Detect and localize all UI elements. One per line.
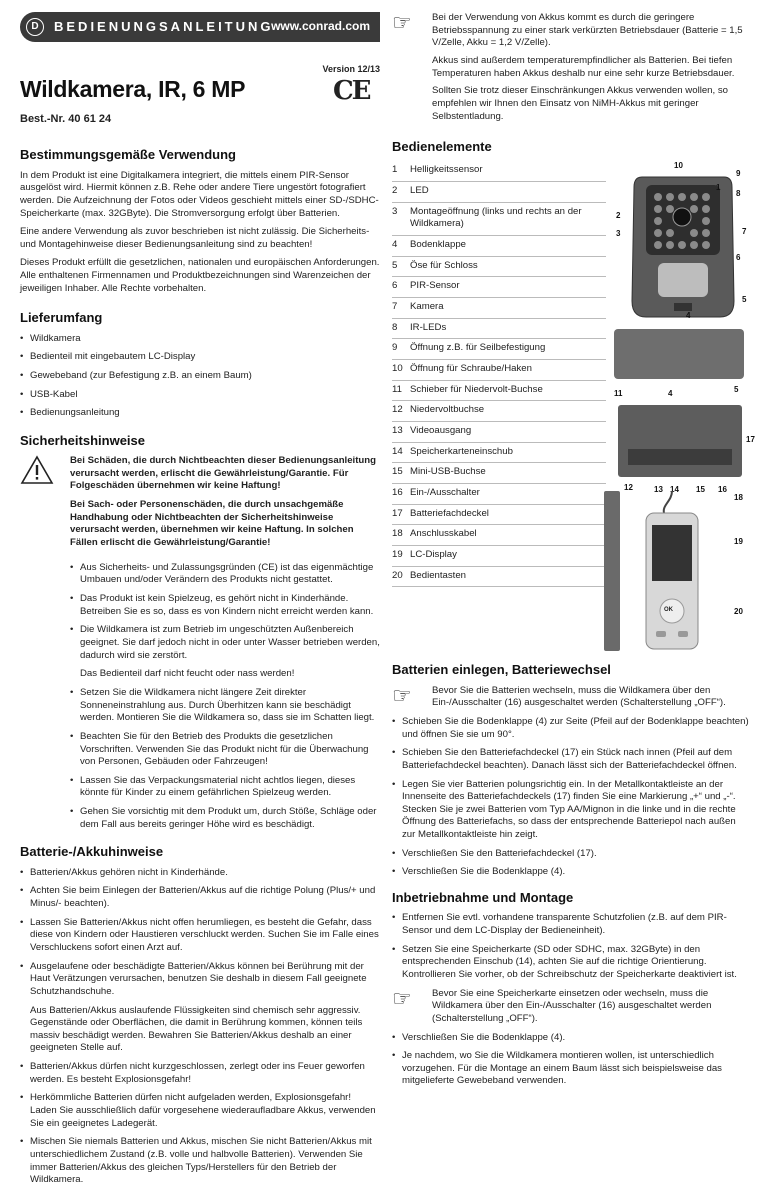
table-row (392, 298, 606, 319)
insert-note (392, 682, 750, 710)
accu-note-paragraph-3: Sollten Sie trotz dieser Einschränkungen Akkus verwenden wollen, so empfehlen wir Ihnen den Einsatz von NiMH-Akkus mit geringer Selbstentladung. (432, 85, 728, 122)
setup-note-text: Bevor Sie eine Speicherkarte einsetzen oder wechseln, muss die Wildkamera über den Ein-/Ausschalter (16) ausgeschaltet werden (Schalterstellung „OFF“). (432, 987, 712, 1024)
list-item: • Bedienungsanleitung (20, 407, 380, 420)
table-row (392, 339, 606, 360)
list-item: • Verschließen Sie die Bodenklappe (4). (392, 866, 750, 879)
callout-label: 20 (734, 607, 743, 617)
camera-side-image (604, 491, 620, 651)
table-row (392, 318, 606, 339)
control-number: 1 (392, 161, 410, 181)
scope-heading: Lieferumfang (20, 310, 103, 326)
control-number: 18 (392, 525, 410, 546)
table-row (392, 545, 606, 566)
order-number: Best.-Nr. 40 61 24 (20, 112, 112, 125)
use-paragraph-2: Eine andere Verwendung als zuvor beschrieben ist nicht zulässig. Die Sicherheits- und Montagehinweise dieser Bedienungsanleitung sind zu beachten! (20, 226, 370, 250)
control-number: 8 (392, 318, 410, 339)
accu-note-text (432, 12, 750, 128)
safety-warning (20, 455, 380, 556)
control-label: Öffnung für Schraube/Haken (410, 359, 606, 380)
callout-label: 16 (718, 485, 727, 495)
control-number: 7 (392, 298, 410, 319)
language-badge: D (26, 18, 44, 36)
callout-label: 10 (674, 161, 683, 171)
callout-label: 8 (736, 189, 741, 199)
version-block (322, 64, 380, 104)
control-label: Bodenklappe (410, 236, 606, 257)
list-item: • Gehen Sie vorsichtig mit dem Produkt um, durch Stöße, Schläge oder dem Fall aus bereits geringer Höhe wird es beschädigt. (70, 806, 380, 831)
list-item: • USB-Kabel (20, 389, 380, 402)
list-item: • Die Wildkamera ist zum Betrieb im ungeschützten Außenbereich geeignet. Sie darf jedoch nicht in oder unter Wasser betrieben werden, dadurch wird sie zerstört. (70, 624, 380, 662)
list-item: • Legen Sie vier Batterien polungsrichtig ein. In der Metallkontaktleiste an der Innenseite des Batteriefachdeckels (17) finden Sie eine Markierung „+“ und „-“. Stecken Sie je zwei Batterien vom Typ AA/Mignon in die linke und in die rechte Öffnung des Batteriefachs, so dass der entsprechende Batteriepol nach außen zur Metallkontaktleiste hin zeigt. (392, 779, 750, 842)
callout-label: 9 (736, 169, 741, 179)
version-label: Version 12/13 (322, 64, 380, 74)
insert-note-text: Bevor Sie die Batterien wechseln, muss die Wildkamera über den Ein-/Ausschalter (16) ausgeschaltet werden (Schalterstellung „OFF“). (432, 684, 726, 709)
safety-list (70, 562, 380, 832)
list-item: • Verschließen Sie die Bodenklappe (4). (392, 1032, 750, 1045)
control-number: 4 (392, 236, 410, 257)
use-paragraph-1: In dem Produkt ist eine Digitalkamera integriert, die mittels einem PIR-Sensor ausgelöst wird. Hiermit können z.B. Rehe oder andere Tiere ungestört fotografiert werden. Die Aufzeichnung der Fotos oder Videos geschieht mittels einer SD-/SDHC-Speicherkarte (max. 32GByte). Die Stromversorgung erfolgt über Batterien. (20, 169, 379, 219)
control-label: Anschlusskabel (410, 525, 606, 546)
list-item: • Schieben Sie den Batteriefachdeckel (17) ein Stück nach innen (Pfeil auf dem Batteriefachdeckel beachten). Danach lässt sich der Batteriefachdeckel öffnen. (392, 747, 750, 772)
control-number: 16 (392, 483, 410, 504)
list-item: • Entfernen Sie evtl. vorhandene transparente Schutzfolien (z.B. auf dem PIR-Sensor und dem LC-Display der Bedieneinheit). (392, 912, 750, 937)
list-item: • Mischen Sie niemals Batterien und Akkus, mischen Sie nicht Batterien/Akkus mit unterschiedlichem Zustand (z.B. volle und halbvolle Batterien). Verwenden Sie immer Batterien/Akkus des gleichen Typs/Herstellers für den Betrieb der Wildkamera. (20, 1136, 380, 1187)
list-item: • Ausgelaufene oder beschädigte Batterien/Akkus können bei Berührung mit der Haut Verätzungen verursachen, benutzen Sie deshalb in diesem Fall geeignete Schutzhandschuhe. (20, 961, 380, 999)
warning-text (70, 455, 380, 556)
callout-label: 13 (654, 485, 663, 495)
table-row (392, 359, 606, 380)
callout-label: 18 (734, 493, 743, 503)
control-label: IR-LEDs (410, 318, 606, 339)
control-label: LC-Display (410, 545, 606, 566)
control-number: 3 (392, 202, 410, 235)
callout-label: 5 (734, 385, 739, 395)
controls-heading: Bedienelemente (392, 139, 492, 155)
table-row (392, 277, 606, 298)
ok-key-label: OK (664, 607, 673, 614)
use-paragraph-3: Dieses Produkt erfüllt die gesetzlichen, nationalen und europäischen Anforderungen. Alle enthaltenen Firmennamen und Produktbezeichnungen sind Warenzeichen der jeweiligen Inhaber. Alle Rechte vorbehalten. (20, 257, 380, 294)
scope-list (20, 333, 380, 420)
callout-label: 3 (616, 229, 621, 239)
list-item: • Wildkamera (20, 333, 380, 346)
control-number: 14 (392, 442, 410, 463)
control-number: 20 (392, 566, 410, 587)
control-label: Öse für Schloss (410, 256, 606, 277)
accu-note (392, 12, 750, 128)
list-item: • Je nachdem, wo Sie die Wildkamera montieren wollen, ist unterschiedlich vorzugehen. Für die Montage an einem Baum lässt sich beispielsweise das mitgelieferte Gewebeband verwenden. (392, 1050, 750, 1088)
control-label: Videoausgang (410, 421, 606, 442)
compartment-image (618, 405, 742, 477)
ports-strip (628, 449, 732, 465)
pointing-hand-icon: ☞ (392, 10, 412, 35)
list-item: • Herkömmliche Batterien dürfen nicht aufgeladen werden, Explosionsgefahr! Laden Sie ausschließlich dafür vorgesehene wiederaufladbare Akkus, verwenden Sie ein geeignetes Ladegerät. (20, 1092, 380, 1130)
setup-heading: Inbetriebnahme und Montage (392, 890, 574, 906)
header-bar (20, 12, 380, 42)
bottom-view-image (614, 329, 744, 379)
callout-label: 12 (624, 483, 633, 493)
warning-paragraph-1: Bei Schäden, die durch Nichtbeachten dieser Bedienungsanleitung verursacht werden, erlischt die Gewährleistung/Garantie. Für Folgeschäden übernehmen wir keine Haftung! (70, 455, 376, 492)
use-heading: Bestimmungsgemäße Verwendung (20, 147, 236, 163)
list-item: • Schieben Sie die Bodenklappe (4) zur Seite (Pfeil auf der Bodenklappe beachten) und öffnen Sie sie um 90°. (392, 716, 750, 741)
callout-label: 2 (616, 211, 621, 221)
table-row (392, 463, 606, 484)
table-row (392, 256, 606, 277)
control-label: LED (410, 182, 606, 203)
callout-label: 4 (668, 389, 673, 399)
control-number: 9 (392, 339, 410, 360)
control-number: 6 (392, 277, 410, 298)
callout-label: 4 (686, 311, 691, 321)
left-column (20, 12, 380, 1193)
callout-label: 7 (742, 227, 747, 237)
callout-label: 14 (670, 485, 679, 495)
control-label: Niedervoltbuchse (410, 401, 606, 422)
control-number: 19 (392, 545, 410, 566)
setup-list-2 (392, 1032, 750, 1089)
list-item: • Lassen Sie Batterien/Akkus nicht offen herumliegen, es besteht die Gefahr, dass diese von Kindern oder Haustieren verschluckt werden. Suchen Sie im Falle eines Verschluckens sofort einen Arzt auf. (20, 917, 380, 955)
callout-label: 6 (736, 253, 741, 263)
control-number: 17 (392, 504, 410, 525)
list-item: • Verschließen Sie den Batteriefachdeckel (17). (392, 848, 750, 861)
pointing-hand-icon: ☞ (392, 682, 412, 708)
controls-table (392, 161, 606, 587)
setup-list (392, 912, 750, 981)
control-label: Kamera (410, 298, 606, 319)
table-row (392, 182, 606, 203)
control-label: Mini-USB-Buchse (410, 463, 606, 484)
list-item: • Gewebeband (zur Befestigung z.B. an einem Baum) (20, 370, 380, 383)
table-row (392, 202, 606, 235)
insert-list (392, 716, 750, 879)
control-label: Bedientasten (410, 566, 606, 587)
table-row (392, 401, 606, 422)
list-subtext: Aus Batterien/Akkus auslaufende Flüssigkeiten sind chemisch sehr aggressiv. Gegenstände oder Oberflächen, die damit in Berührung kommen, können teils massiv beschädigt werden. Bewahren Sie Batterien/Akkus deshalb an einer geeigneten Stelle auf. (30, 1004, 363, 1054)
battery-heading: Batterie-/Akkuhinweise (20, 844, 164, 860)
callout-label: 19 (734, 537, 743, 547)
control-number: 5 (392, 256, 410, 277)
header-url[interactable]: www.conrad.com (271, 19, 370, 34)
list-item: • Batterien/Akkus dürfen nicht kurzgeschlossen, zerlegt oder ins Feuer geworfen werden. Es besteht Explosionsgefahr! (20, 1061, 380, 1086)
right-column (392, 10, 755, 1094)
safety-heading: Sicherheitshinweise (20, 432, 145, 448)
product-row (20, 64, 380, 104)
callout-label: 15 (696, 485, 705, 495)
list-item: • Batterien/Akkus gehören nicht in Kinderhände. (20, 867, 380, 880)
control-label: PIR-Sensor (410, 277, 606, 298)
table-row (392, 161, 606, 181)
header-title: BEDIENUNGSANLEITUNG (54, 19, 274, 35)
warning-triangle-icon (20, 455, 60, 556)
control-label: Helligkeitssensor (410, 161, 606, 181)
control-number: 11 (392, 380, 410, 401)
list-item: • Achten Sie beim Einlegen der Batterien/Akkus auf die richtige Polung (Plus/+ und Minus/- beachten). (20, 885, 380, 910)
list-item: • Bedienteil mit eingebautem LC-Display (20, 351, 380, 364)
figure-control-panel (642, 491, 746, 651)
table-row (392, 566, 606, 587)
insert-heading: Batterien einlegen, Batteriewechsel (392, 662, 611, 678)
figure-camera-bottom (614, 329, 744, 399)
warning-paragraph-2: Bei Sach- oder Personenschäden, die durch unsachgemäße Handhabung oder Nichtbeachten der Sicherheitshinweise verursacht werden, übernehmen wir keine Haftung. In solchen Fällen erlischt die Gewährleistung/Garantie! (70, 499, 354, 548)
controls-section (392, 161, 755, 661)
list-item: • Setzen Sie eine Speicherkarte (SD oder SDHC, max. 32GByte) in den entsprechenden Einschub (14), achten Sie auf die richtige Orientierung. Kontrollieren Sie vorher, ob der Schreibschutz der Speicherkarte deaktiviert ist. (392, 944, 750, 982)
table-row (392, 380, 606, 401)
control-label: Batteriefachdeckel (410, 504, 606, 525)
ce-mark: CE (332, 75, 370, 106)
control-number: 15 (392, 463, 410, 484)
callout-label: 5 (742, 295, 747, 305)
control-label: Montageöffnung (links und rechts an der Wildkamera) (410, 202, 606, 235)
control-label: Speicherkarteneinschub (410, 442, 606, 463)
list-item: • Setzen Sie die Wildkamera nicht längere Zeit direkter Sonneneinstrahlung aus. Durch Überhitzen kann sie beschädigt werden. Montieren Sie die Wildkamera so, dass sie im Schatten liegt. (70, 687, 380, 725)
table-row (392, 421, 606, 442)
accu-note-paragraph-2: Akkus sind außerdem temperaturempfindlicher als Batterien. Bei tiefen Temperaturen haben Akkus deshalb nur eine sehr kurze Betriebsdauer. (432, 54, 735, 79)
setup-note (392, 985, 750, 1026)
product-title: Wildkamera, IR, 6 MP (20, 75, 246, 102)
table-row (392, 483, 606, 504)
control-label: Ein-/Ausschalter (410, 483, 606, 504)
control-label: Schieber für Niedervolt-Buchse (410, 380, 606, 401)
list-item: • Das Produkt ist kein Spielzeug, es gehört nicht in Kinderhände. Betreiben Sie es so, dass es von Kindern nicht erreicht werden kann. (70, 593, 380, 618)
table-row (392, 442, 606, 463)
pointing-hand-icon: ☞ (392, 985, 412, 1011)
control-number: 13 (392, 421, 410, 442)
table-row (392, 504, 606, 525)
control-label: Öffnung z.B. für Seilbefestigung (410, 339, 606, 360)
figure-battery-compartment (618, 405, 755, 495)
control-number: 12 (392, 401, 410, 422)
table-row (392, 525, 606, 546)
battery-list (20, 867, 380, 1187)
callout-label: 1 (716, 183, 721, 193)
callout-label: 11 (614, 389, 623, 399)
list-subtext: Das Bedienteil darf nicht feucht oder nass werden! (80, 668, 295, 680)
list-item: • Lassen Sie das Verpackungsmaterial nicht achtlos liegen, dieses könnte für Kinder zu einem gefährlichen Spielzeug werden. (70, 775, 380, 800)
callout-label: 17 (746, 435, 755, 445)
control-number: 2 (392, 182, 410, 203)
list-item: • Beachten Sie für den Betrieb des Produkts die gesetzlichen Vorschriften. Verwenden Sie das Produkt nicht für die Überwachung von Personen, Gebäuden oder Fahrzeugen! (70, 731, 380, 769)
control-number: 10 (392, 359, 410, 380)
accu-note-paragraph-1: Bei der Verwendung von Akkus kommt es durch die geringere Betriebsspannung zu einer stark verkürzten Betriebsdauer (Batterie = 1,5 V/Zelle, Akku = 1,2 V/Zelle). (432, 12, 743, 49)
table-row (392, 236, 606, 257)
list-item: • Aus Sicherheits- und Zulassungsgründen (CE) ist das eigenmächtige Umbauen und/oder Verändern des Produkts nicht gestattet. (70, 562, 380, 587)
figure-camera-front (616, 161, 747, 321)
